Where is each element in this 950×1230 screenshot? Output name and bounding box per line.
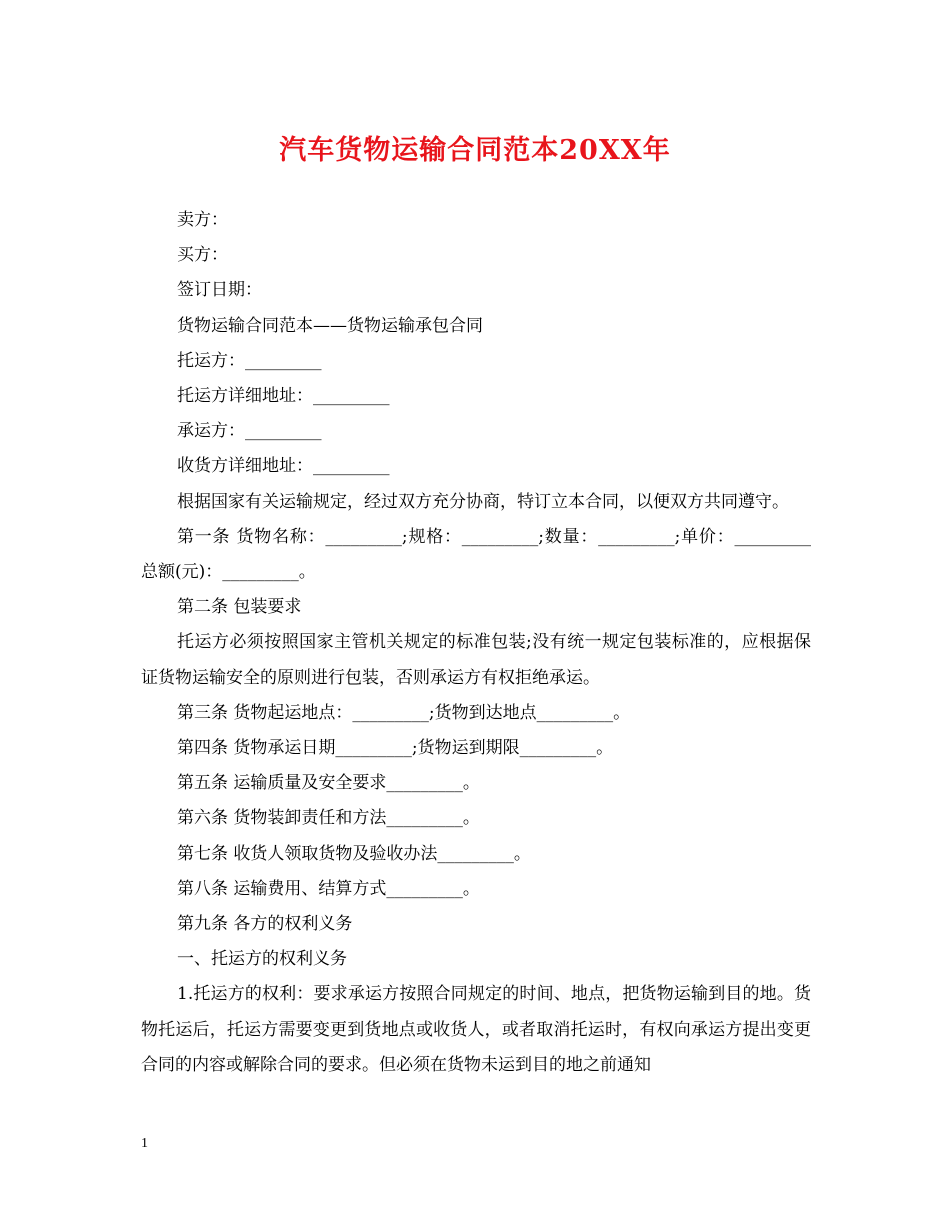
paragraph-article-2: 第二条 包装要求: [177, 597, 302, 618]
paragraph-article-3: 第三条 货物起运地点：_________;货物到达地点_________。: [177, 702, 631, 723]
paragraph-packaging: 托运方必须按照国家主管机关规定的标准包装;没有统一规定包装标准的，应根据保证货物运输安全的原则进行包装，否则承运方有权拒绝承运。: [141, 632, 811, 688]
paragraph-article-8: 第八条 运输费用、结算方式_________。: [177, 878, 480, 899]
paragraph-article-6: 第六条 货物装卸责任和方法_________。: [177, 808, 480, 829]
paragraph-preamble: 根据国家有关运输规定，经过双方充分协商，特订立本合同，以便双方共同遵守。: [177, 491, 789, 512]
paragraph-article-9: 第九条 各方的权利义务: [177, 914, 353, 935]
paragraph-shipper-address: 托运方详细地址：_________: [177, 386, 390, 407]
paragraph-article-4: 第四条 货物承运日期_________;货物运到期限_________。: [177, 738, 614, 759]
paragraph-carrier: 承运方：_________: [177, 421, 322, 442]
paragraph-sign-date: 签订日期：: [177, 280, 262, 301]
paragraph-shipper: 托运方：_________: [177, 350, 322, 371]
paragraph-shipper-rights: 1.托运方的权利：要求承运方按照合同规定的时间、地点，把货物运输到目的地。货物托运后，托运方需要变更到货地点或收货人，或者取消托运时，有权向承运方提出变更合同的内容或解除合同的要求。但必须在货物未运到目的地之前通知: [141, 984, 811, 1075]
paragraph-seller: 卖方：: [177, 210, 228, 230]
paragraph-article-7: 第七条 收货人领取货物及验收办法_________。: [177, 843, 531, 864]
paragraph-article-1: 第一条 货物名称：_________;规格：_________;数量：_________;单价：_________总额(元)：_________。: [141, 526, 811, 583]
document-body: [141, 203, 811, 1083]
paragraph-consignee-address: 收货方详细地址：_________: [177, 456, 390, 477]
paragraph-subtitle: 货物运输合同范本——货物运输承包合同: [177, 315, 483, 336]
paragraph-buyer: 买方：: [177, 245, 228, 266]
document-title: 汽车货物运输合同范本20XX年: [279, 135, 671, 166]
paragraph-section-1: 一、托运方的权利义务: [177, 949, 347, 970]
page-number: 1: [141, 1136, 148, 1151]
paragraph-article-5: 第五条 运输质量及安全要求_________。: [177, 773, 480, 794]
